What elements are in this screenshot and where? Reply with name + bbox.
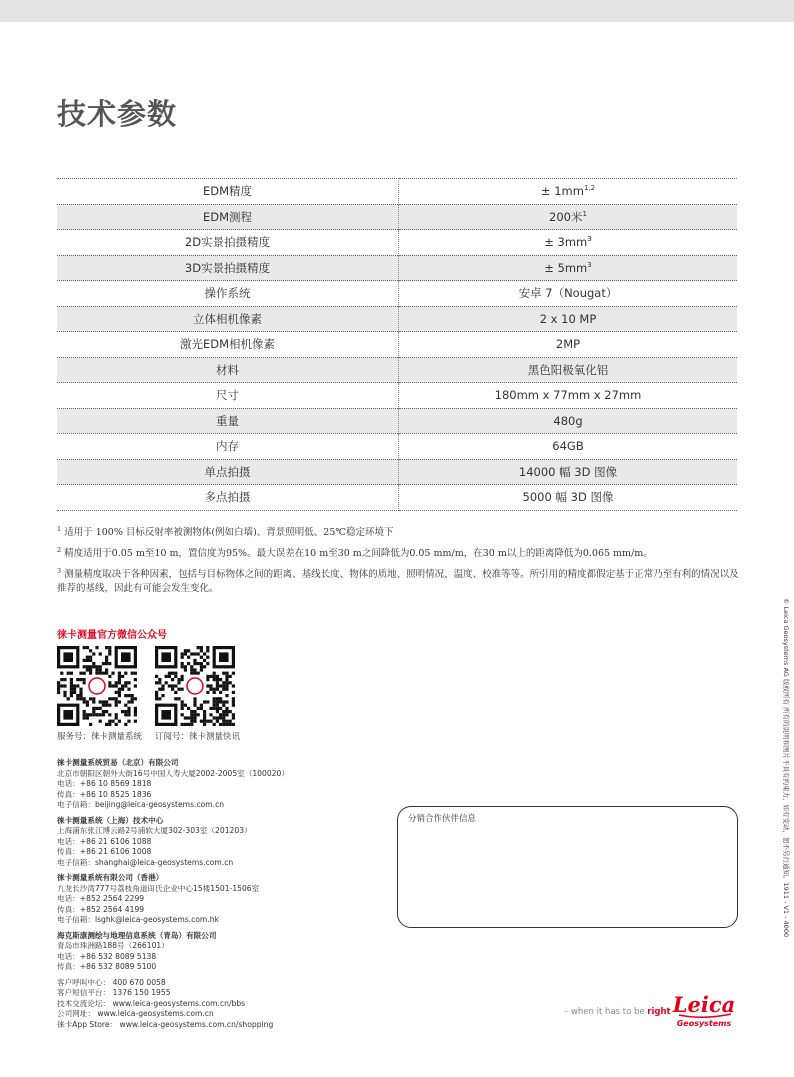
partner-info-box — [397, 806, 738, 928]
contact-line: 技术交流论坛： www.leica-geosystems.com.cn/bbs — [57, 998, 246, 1008]
contact-line: 九龙长沙湾777号荔枝角道田氏企业中心15楼1501-1506室 — [57, 883, 260, 893]
spec-row — [57, 281, 737, 307]
page-title: 技术参数 — [57, 97, 178, 131]
spec-table — [57, 178, 737, 511]
spec-row — [57, 230, 737, 256]
spec-label: EDM精度 — [57, 179, 399, 205]
contact-block — [57, 758, 377, 811]
qr-caption-service: 服务号：徕卡测量系统 — [57, 732, 143, 742]
spec-row — [57, 332, 737, 358]
spec-value: 2MP — [399, 332, 738, 358]
spec-label: 3D实景拍摄精度 — [57, 255, 399, 281]
qr-caption-subscription: 订阅号：徕卡测量快讯 — [155, 732, 241, 742]
partner-label: 分销合作伙伴信息 — [408, 814, 477, 824]
spec-label: 重量 — [57, 408, 399, 434]
wechat-title: 徕卡测量官方微信公众号 — [57, 630, 167, 641]
spec-label: 内存 — [57, 434, 399, 460]
tagline: – when it has to be right — [564, 1007, 671, 1017]
qr-code-subscription[interactable] — [155, 646, 235, 726]
spec-row — [57, 306, 737, 332]
contact-info — [57, 758, 377, 1035]
contact-line: 徕卡App Store： www.leica-geosystems.com.cn/shopping — [57, 1019, 274, 1029]
spec-label: 尺寸 — [57, 383, 399, 409]
leica-logo — [669, 990, 739, 1030]
spec-value: 2 x 10 MP — [399, 306, 738, 332]
spec-row — [57, 357, 737, 383]
contact-company: 徕卡测量系统贸易（北京）有限公司 — [57, 758, 179, 767]
spec-label: 2D实景拍摄精度 — [57, 230, 399, 256]
contact-company: 海克斯康测绘与地理信息系统（青岛）有限公司 — [57, 930, 217, 940]
spec-row — [57, 179, 737, 205]
contact-line: 传真：+86 532 8089 5100 — [57, 962, 157, 971]
spec-label: 多点拍摄 — [57, 485, 399, 511]
spec-row — [57, 434, 737, 460]
spec-label: 材料 — [57, 357, 399, 383]
contact-line: 电话：+86 10 8569 1818 — [57, 779, 152, 788]
qr-code-service[interactable] — [57, 646, 137, 726]
contact-line: 客户呼叫中心： 400 670 0058 — [57, 977, 166, 987]
spec-value: 黑色阳极氧化铝 — [399, 357, 738, 383]
spec-label: 激光EDM相机像素 — [57, 332, 399, 358]
spec-row — [57, 408, 737, 434]
contact-line: 传真：+852 2564 4199 — [57, 904, 145, 914]
spec-row — [57, 255, 737, 281]
contact-line: 电话：+86 21 6106 1088 — [57, 836, 152, 846]
spec-value: 安卓 7（Nougat） — [399, 281, 738, 307]
contact-line: 传真：+86 10 8525 1836 — [57, 789, 152, 799]
contact-line: 电子信箱：beijing@leica-geosystems.com.cn — [57, 800, 225, 809]
contact-line: 客户短信平台： 1376 150 1955 — [57, 988, 171, 997]
contact-block — [57, 816, 377, 869]
logo-subtitle: Geosystems — [676, 1019, 732, 1028]
spec-value: 480g — [399, 408, 738, 434]
contact-line: 电话：+86 532 8089 5138 — [57, 951, 157, 961]
footnote-1: $^1$ 适用于 100% 目标反射率被测物体(例如白墙)、背景照明低、25℃稳定环境下 — [57, 525, 394, 539]
contact-line: 传真：+86 21 6106 1008 — [57, 847, 152, 856]
contact-block — [57, 873, 377, 926]
sidebar-copyright: © Leica Geosystems AG 版权所有 所有的说明和图片不具有约束力，如有变动，恕不另行通知。1911 - V1 - 4000 — [782, 598, 790, 938]
contact-line: 电子信箱：shanghai@leica-geosystems.com.cn — [57, 857, 234, 867]
spec-value: ± 1mm$^{1,2}$ — [399, 179, 738, 205]
top-bar — [0, 0, 794, 22]
contact-line: 公司网址： www.leica-geosystems.com.cn — [57, 1009, 214, 1018]
spec-value: 5000 幅 3D 图像 — [399, 485, 738, 511]
spec-row — [57, 485, 737, 511]
contact-block — [57, 978, 377, 1031]
contact-line: 北京市朝阳区朝外大街16号中国人寿大厦2002-2005室（100020） — [57, 768, 289, 778]
qr-center-logo — [187, 678, 203, 694]
spec-value: ± $5mm^3$ — [399, 255, 738, 281]
spec-label: 操作系统 — [57, 281, 399, 307]
spec-value: 180mm x 77mm x 27mm — [399, 383, 738, 409]
logo-wordmark: Leica — [672, 992, 736, 1017]
footnotes — [57, 522, 747, 599]
contact-line: 电子信箱：lsghk@leica-geosystems.com.hk — [57, 915, 219, 924]
spec-value: ± $3mm^3$ — [399, 230, 738, 256]
spec-row — [57, 383, 737, 409]
qr-center-logo — [89, 678, 105, 694]
footnote-3: $^3$ 测量精度取决于各种因素，包括与目标物体之间的距离、基线长度、物体的质地、照明情况、温度、校准等等。所引用的精度都假定基于正常乃至有利的情况以及推荐的基线，因此有可能会发生变化。 — [57, 567, 739, 595]
spec-label: 立体相机像素 — [57, 306, 399, 332]
contact-company: 徕卡测量系统（上海）技术中心 — [57, 815, 164, 825]
footnote-2: $^2$ 精度适用于0.05 m至10 m，置信度为95%。最大误差在10 m至30 m之间降低为0.05 mm/m，在30 m以上的距离降低为0.065 mm/m。 — [57, 546, 653, 560]
spec-value: 64GB — [399, 434, 738, 460]
spec-value: 14000 幅 3D 图像 — [399, 459, 738, 485]
contact-block — [57, 931, 377, 973]
contact-line: 电话：+852 2564 2299 — [57, 894, 145, 903]
contact-line: 青岛市珠洲路188号（266101） — [57, 941, 169, 950]
contact-line: 上海浦东张江博云路2号浦软大厦302-303室（201203） — [57, 826, 252, 835]
spec-value: 200米$^1$ — [399, 204, 738, 230]
spec-row — [57, 459, 737, 485]
spec-label: EDM测程 — [57, 204, 399, 230]
contact-company: 徕卡测量系统有限公司（香港） — [57, 873, 164, 882]
spec-label: 单点拍摄 — [57, 459, 399, 485]
spec-row — [57, 204, 737, 230]
